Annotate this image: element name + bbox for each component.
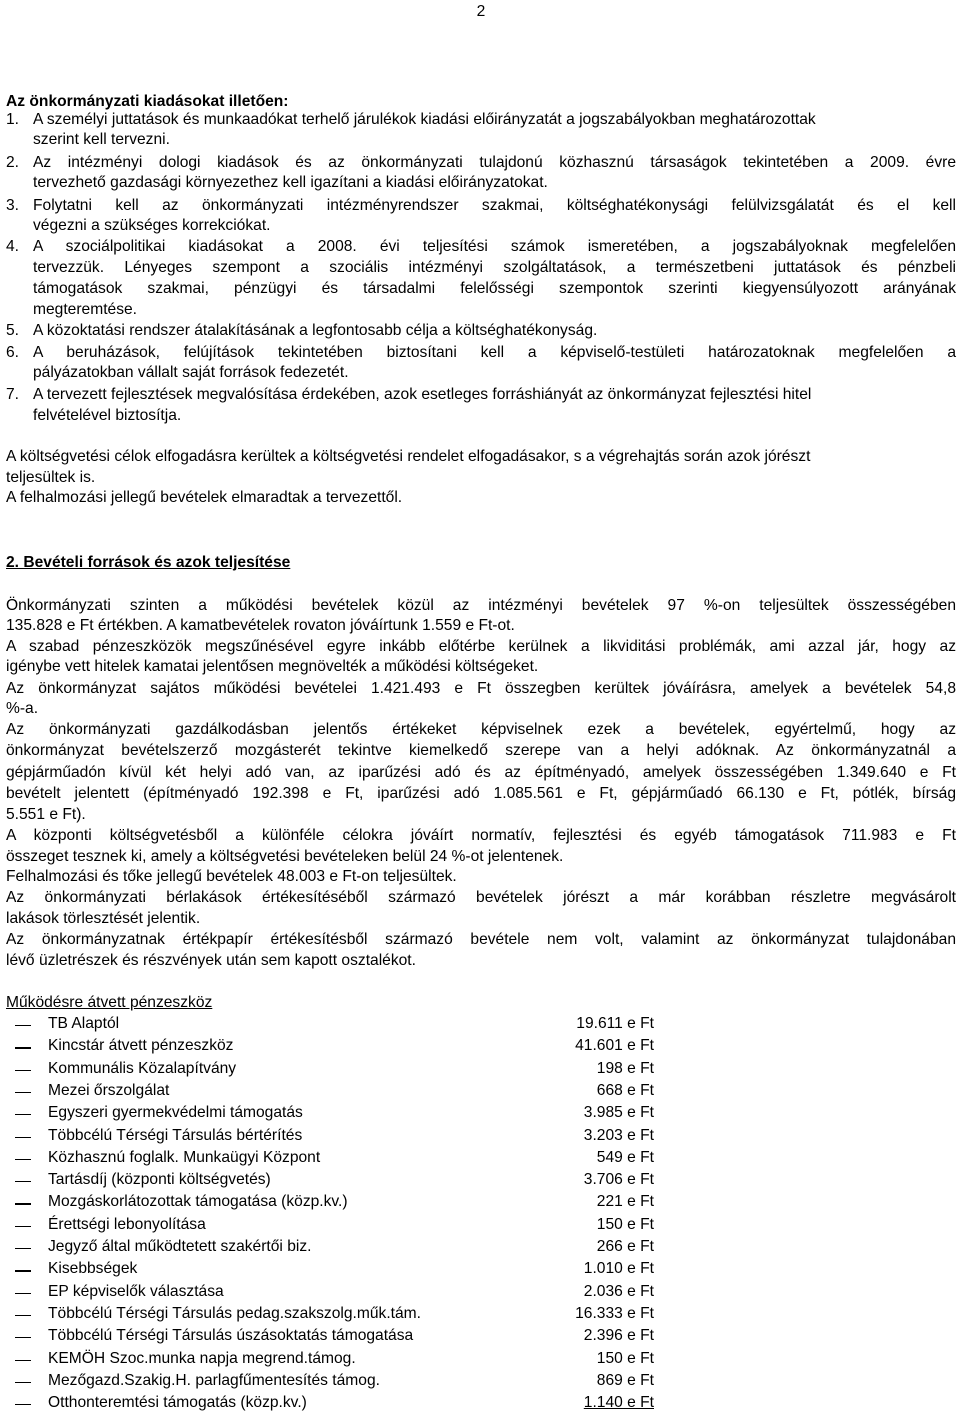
expenses-item-text: Folytatni kell az önkormányzati intézményrendszer szakmai, költséghatékonysági felülvizsgálatát és el kell xyxy=(33,197,956,214)
expenses-item-text: A beruházások, felújítások tekintetében biztosítani kell a képviselő-testületi határozatoknak megfelelően a xyxy=(33,344,956,361)
transfer-amount: 2.036 e Ft xyxy=(583,1282,654,1300)
item-number: 4. xyxy=(6,238,20,255)
transfer-label: EP képviselők választása xyxy=(48,1282,224,1300)
transfer-label: Tartásdíj (központi költségvetés) xyxy=(48,1171,271,1189)
dash-bullet-icon xyxy=(15,1159,31,1160)
transfer-amount: 221 e Ft xyxy=(596,1193,654,1211)
transfer-label: Egyszeri gyermekvédelmi támogatás xyxy=(48,1104,303,1122)
transfer-amount: 869 e Ft xyxy=(596,1371,654,1389)
item-number: 6. xyxy=(6,344,20,361)
section-title: 2. Bevételi források és azok teljesítése xyxy=(6,554,291,571)
expenses-item-text: A személyi juttatások és munkaadókat terhelő járulékok kiadási előirányzatát a jogszabályokban meghatározottak xyxy=(33,111,816,128)
transfers-heading: Működésre átvett pénzeszköz xyxy=(6,994,213,1011)
expenses-item-text: végezni a szükséges korrekciókat. xyxy=(33,217,271,234)
transfer-label: Közhasznú foglalk. Munkaügyi Központ xyxy=(48,1148,321,1166)
transfer-label: Mozgáskorlátozottak támogatása (közp.kv.) xyxy=(48,1193,348,1211)
expenses-item-text: A közoktatási rendszer átalakításának a legfontosabb célja a költséghatékonyság. xyxy=(33,322,598,339)
expenses-item-text: tervezzük. Lényeges szempont a szociális intézményi szolgáltatások, a természetbeni juttatások és pénzbeli xyxy=(33,259,956,276)
item-number: 2. xyxy=(6,154,20,171)
transfer-amount: 41.601 e Ft xyxy=(575,1037,654,1055)
transfer-label: Mezei őrszolgálat xyxy=(48,1081,170,1099)
transfer-amount: 19.611 e Ft xyxy=(576,1015,654,1032)
expenses-item-text: pályázatokban vállalt saját források fedezetét. xyxy=(33,364,349,381)
expenses-item-text: támogatások szakmai, pénzügyi és társadalmi felelősségi szempontok szerinti kiegyensúlyozott arányának xyxy=(33,280,956,297)
transfer-label: Mezőgazd.Szakig.H. parlagfűmentesítés támog. xyxy=(48,1371,380,1389)
transfer-amount: 2.396 e Ft xyxy=(583,1327,654,1345)
dash-bullet-icon xyxy=(15,1114,31,1115)
transfer-amount: 668 e Ft xyxy=(596,1081,654,1099)
transfer-label: Kisebbségek xyxy=(48,1260,138,1278)
dash-bullet-icon xyxy=(15,1315,31,1316)
dash-bullet-icon xyxy=(15,1337,31,1338)
item-number: 5. xyxy=(6,322,20,339)
dash-bullet-icon xyxy=(15,1270,31,1271)
transfer-amount: 549 e Ft xyxy=(596,1148,654,1166)
expenses-item-text: felvételével biztosítja. xyxy=(33,407,182,424)
transfer-label: Többcélú Térségi Társulás bértérítés xyxy=(48,1126,303,1144)
transfer-label: TB Alaptól xyxy=(48,1015,120,1032)
transfer-label: Kommunális Közalapítvány xyxy=(48,1059,237,1077)
item-number: 7. xyxy=(6,386,20,403)
transfer-label: Otthonteremtési támogatás (közp.kv.) xyxy=(48,1394,307,1412)
dash-bullet-icon xyxy=(15,1025,31,1026)
dash-bullet-icon xyxy=(15,1070,31,1071)
transfer-amount: 16.333 e Ft xyxy=(575,1304,654,1322)
dash-bullet-icon xyxy=(15,1092,31,1093)
expenses-item-text: A tervezett fejlesztések megvalósítása érdekében, azok esetleges forráshiányát az önkormányzat fejlesztési hitel xyxy=(33,386,812,403)
dash-bullet-icon xyxy=(15,1181,31,1182)
dash-bullet-icon xyxy=(15,1382,31,1383)
dash-bullet-icon xyxy=(15,1137,31,1138)
dash-bullet-icon xyxy=(15,1248,31,1249)
page-number: 2 xyxy=(476,3,486,20)
item-number: 3. xyxy=(6,197,20,214)
expenses-item-text: A szociálpolitikai kiadásokat a 2008. évi teljesítési számok ismeretében, a jogszabályoknak megfelelően xyxy=(33,238,956,255)
transfer-amount: 3.203 e Ft xyxy=(583,1126,654,1144)
transfer-amount: 266 e Ft xyxy=(596,1238,654,1255)
transfer-amount: 150 e Ft xyxy=(596,1215,654,1233)
dash-bullet-icon xyxy=(15,1404,31,1405)
expenses-item-text: tervezhető gazdasági környezethez kell igazítani a kiadási előirányzatokat. xyxy=(33,174,548,191)
expenses-item-text: szerint kell tervezni. xyxy=(33,131,170,148)
transfer-label: Kincstár átvett pénzeszköz xyxy=(48,1037,234,1055)
dash-bullet-icon xyxy=(15,1226,31,1227)
transfer-label: Többcélú Térségi Társulás pedag.szakszolg.műk.tám. xyxy=(48,1304,421,1322)
dash-bullet-icon xyxy=(15,1203,31,1204)
transfer-label: Jegyző által működtetett szakértői biz. xyxy=(48,1238,312,1255)
transfer-label: Többcélú Térségi Társulás úszásoktatás támogatása xyxy=(48,1327,414,1345)
transfer-amount: 198 e Ft xyxy=(596,1059,654,1077)
capital-revenue-line: A felhalmozási jellegű bevételek elmaradtak a tervezettől. xyxy=(6,489,403,506)
transfer-amount: 1.010 e Ft xyxy=(583,1260,654,1278)
expenses-item-text: Az intézményi dologi kiadások és az önkormányzati tulajdonú közhasznú társaságok tekintetében a 2009. évre xyxy=(33,154,956,171)
transfer-label: Érettségi lebonyolítása xyxy=(48,1215,206,1233)
item-number: 1. xyxy=(6,111,20,128)
expenses-item-text: megteremtése. xyxy=(33,301,138,318)
transfer-amount: 150 e Ft xyxy=(596,1349,654,1367)
dash-bullet-icon xyxy=(15,1360,31,1361)
expenses-heading: Az önkormányzati kiadásokat illetően: xyxy=(6,93,289,110)
transfer-amount: 3.706 e Ft xyxy=(583,1171,654,1189)
transfer-amount: 3.985 e Ft xyxy=(583,1104,654,1122)
transfer-label: KEMÖH Szoc.munka napja megrend.támog. xyxy=(48,1349,356,1367)
dash-bullet-icon xyxy=(15,1293,31,1294)
transfer-amount: 1.140 e Ft xyxy=(583,1394,654,1412)
dash-bullet-icon xyxy=(15,1047,31,1048)
